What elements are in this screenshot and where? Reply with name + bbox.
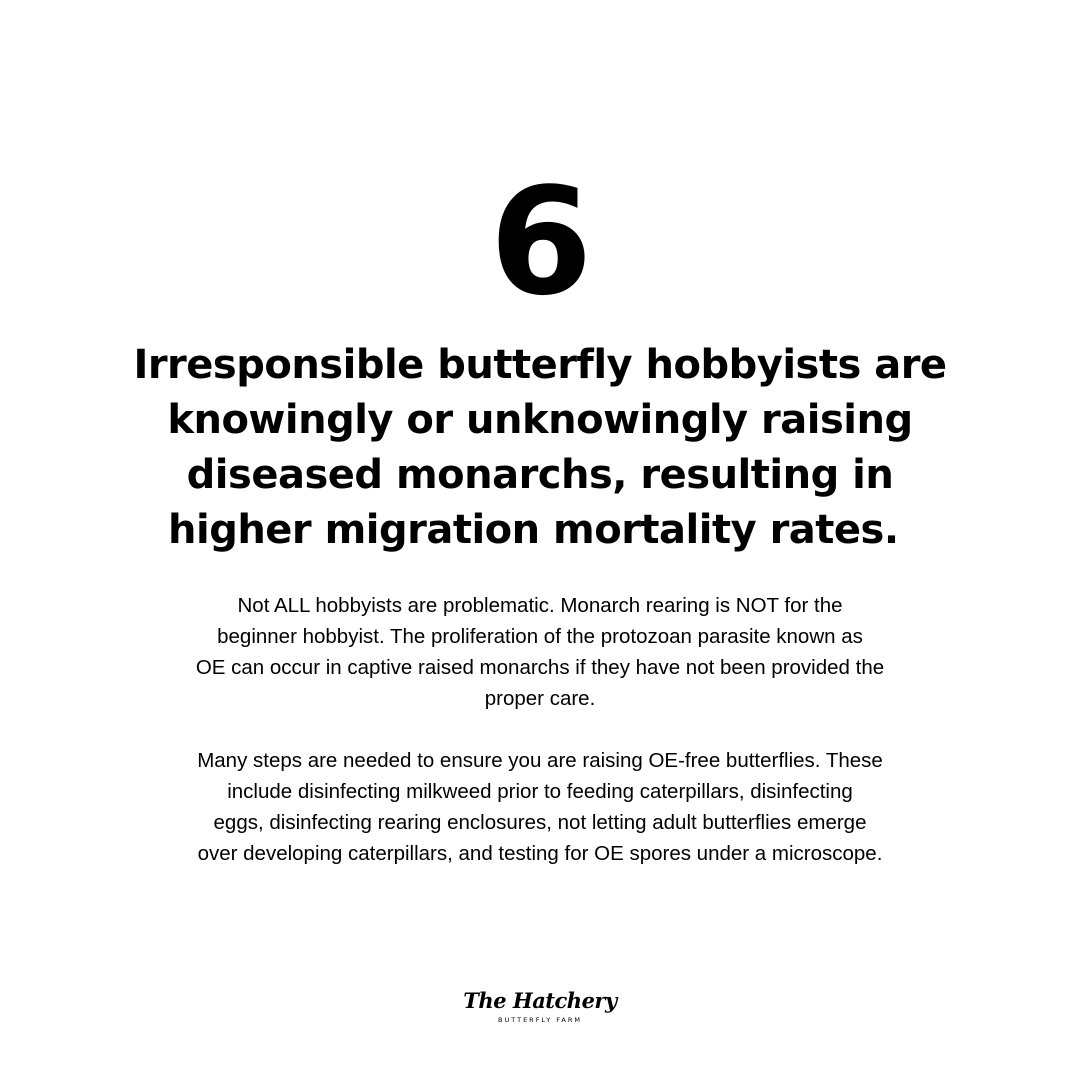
- body-copy: [140, 590, 940, 900]
- paragraph-1: [140, 590, 940, 714]
- hatchery-logo-icon: [463, 986, 617, 1026]
- paragraph-line: beginner hobbyist. The proliferation of the protozoan parasite known as: [217, 625, 863, 648]
- logo-subtitle: BUTTERFLY FARM: [498, 1016, 582, 1024]
- paragraph-2: [140, 745, 940, 869]
- headline-line: diseased monarchs, resulting in: [186, 452, 894, 498]
- paragraph-line: Many steps are needed to ensure you are raising OE-free butterflies. These: [197, 749, 883, 772]
- paragraph-line: Not ALL hobbyists are problematic. Monarch rearing is NOT for the: [237, 594, 843, 617]
- logo-script-text: The Hatchery: [463, 988, 617, 1013]
- headline-line: higher migration mortality rates.: [168, 507, 899, 553]
- paragraph-line: OE can occur in captive raised monarchs if they have not been provided the: [195, 656, 885, 679]
- brand-logo: [440, 986, 640, 1026]
- headline-line: knowingly or unknowingly raising: [167, 397, 913, 443]
- headline: [120, 338, 960, 558]
- paragraph-line: proper care.: [484, 687, 596, 710]
- paragraph-line: include disinfecting milkweed prior to feeding caterpillars, disinfecting: [227, 780, 853, 803]
- headline-line: Irresponsible butterfly hobbyists are: [133, 342, 947, 388]
- slide-number: 6: [489, 156, 591, 328]
- paragraph-line: over developing caterpillars, and testing for OE spores under a microscope.: [197, 842, 883, 865]
- paragraph-line: eggs, disinfecting rearing enclosures, not letting adult butterflies emerge: [213, 811, 867, 834]
